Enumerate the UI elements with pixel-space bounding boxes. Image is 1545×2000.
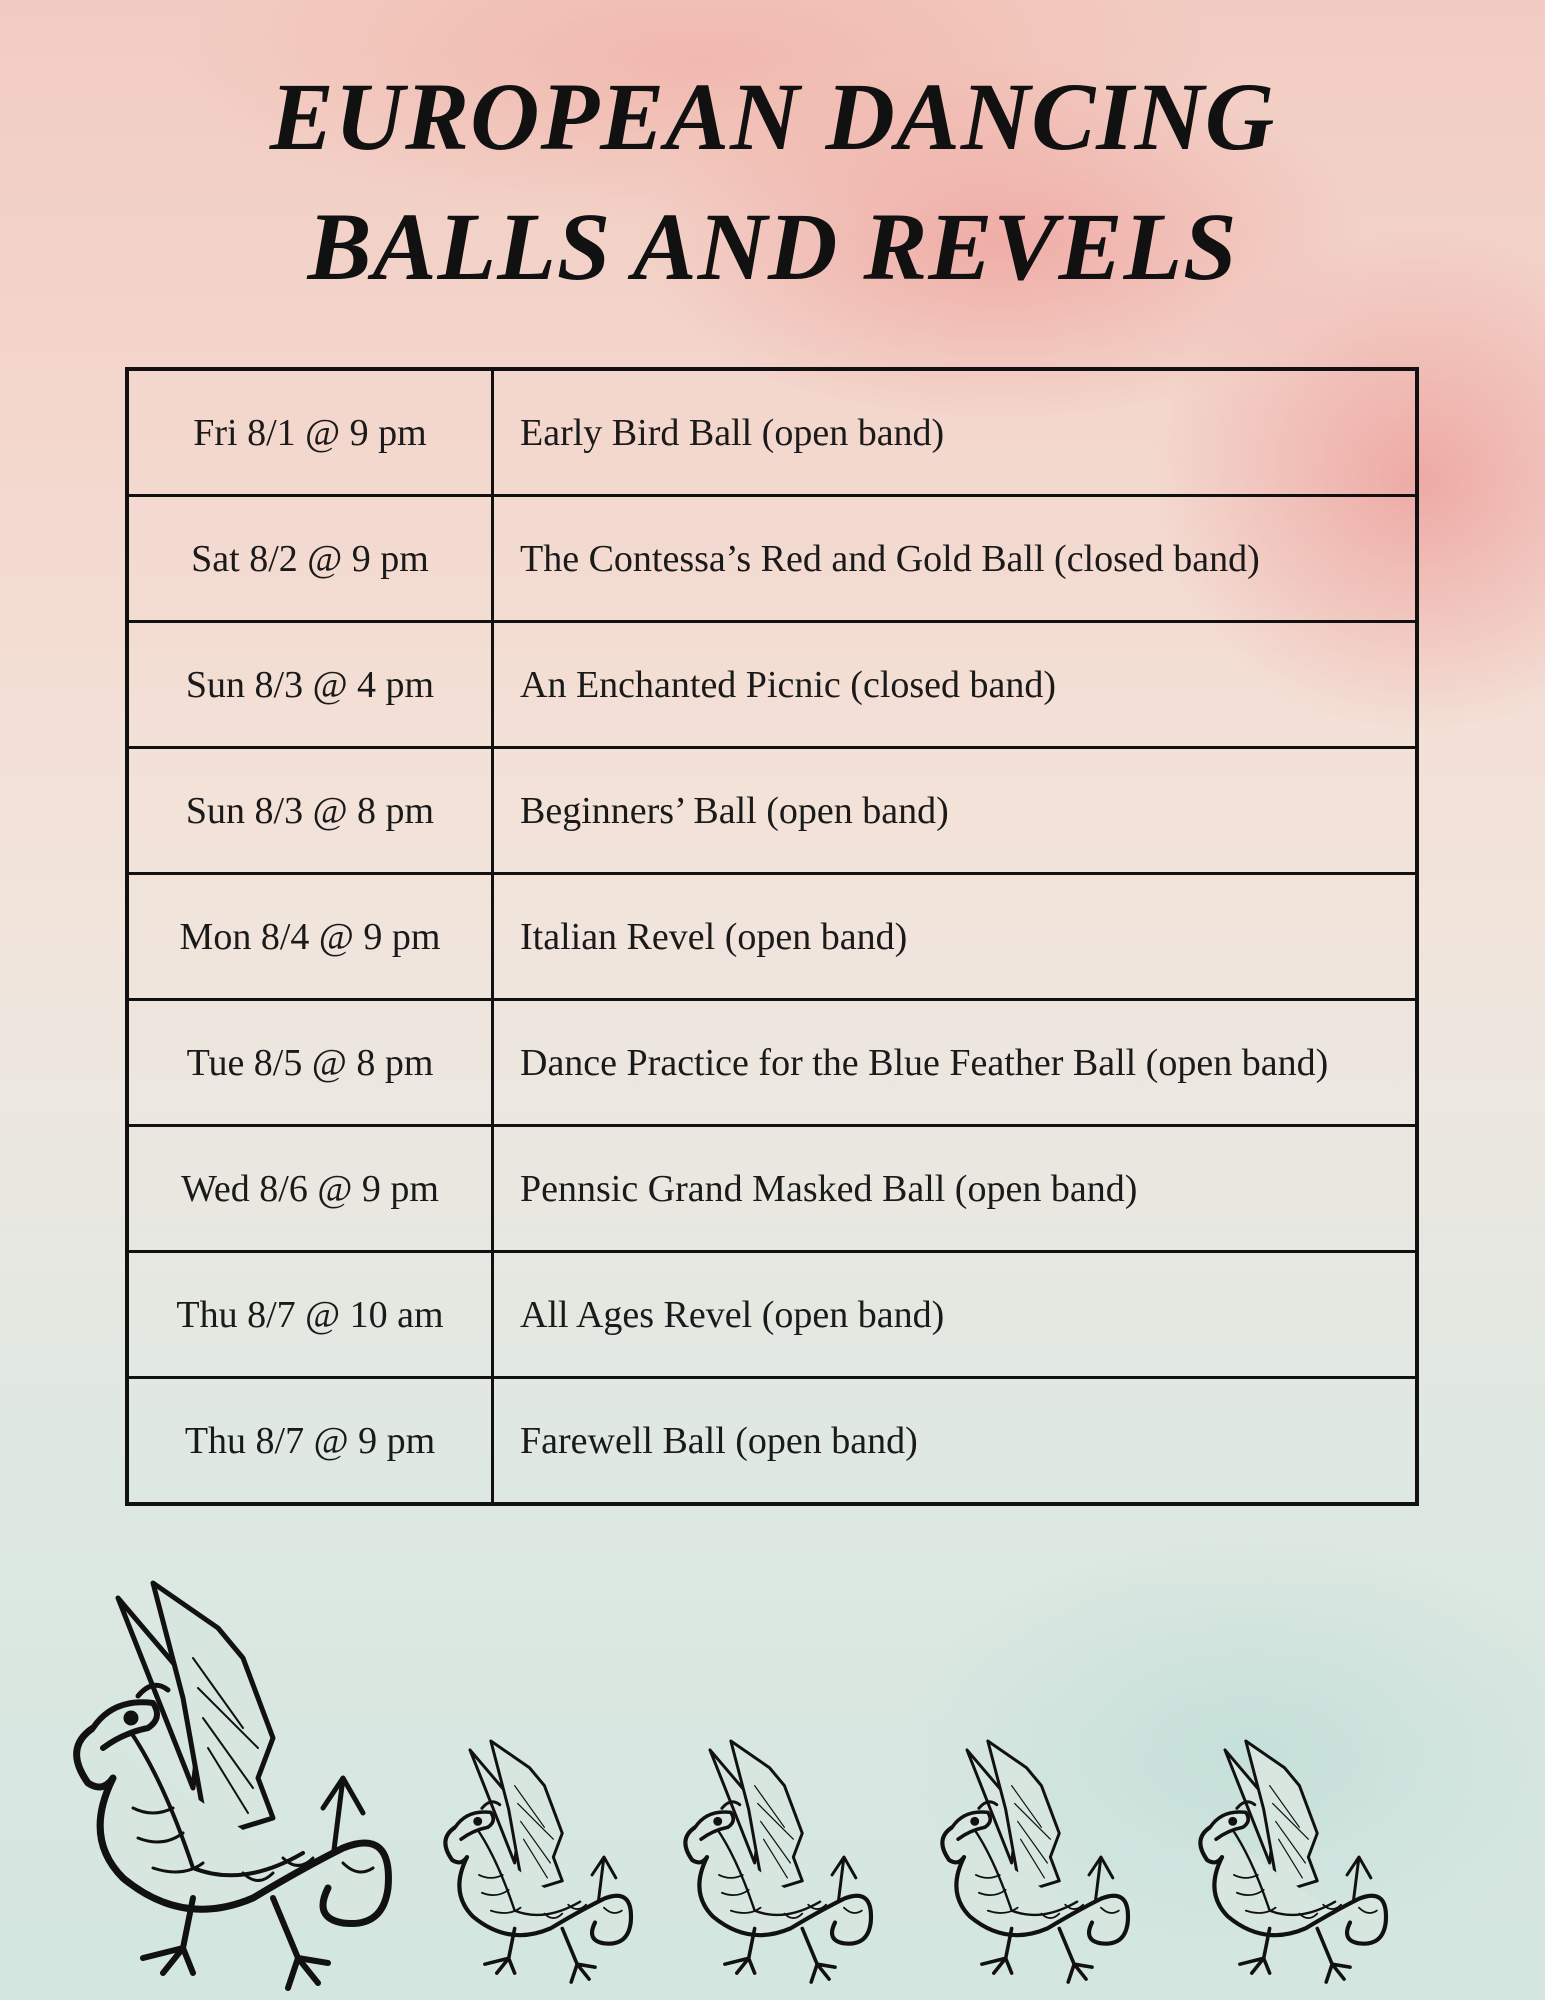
event-date: Fri 8/1 @ 9 pm [127, 369, 493, 496]
event-date: Sat 8/2 @ 9 pm [127, 496, 493, 622]
event-name: Dance Practice for the Blue Feather Ball (open band) [493, 1000, 1418, 1126]
event-date: Thu 8/7 @ 10 am [127, 1252, 493, 1378]
dragon-icon [660, 1738, 885, 1988]
title-line-1: EUROPEAN DANCING [269, 63, 1276, 170]
schedule-table [125, 367, 1419, 1506]
table-row [127, 874, 1417, 1000]
table-row [127, 1126, 1417, 1252]
table-row [127, 1252, 1417, 1378]
event-date: Mon 8/4 @ 9 pm [127, 874, 493, 1000]
event-name: All Ages Revel (open band) [493, 1252, 1418, 1378]
table-row [127, 369, 1417, 496]
event-date: Sun 8/3 @ 4 pm [127, 622, 493, 748]
table-row [127, 496, 1417, 622]
event-date: Wed 8/6 @ 9 pm [127, 1126, 493, 1252]
table-row [127, 1378, 1417, 1505]
event-name: Beginners’ Ball (open band) [493, 748, 1418, 874]
dragon-icon-large [38, 1578, 408, 1998]
table-row [127, 1000, 1417, 1126]
page-title [0, 52, 1545, 312]
event-name: Pennsic Grand Masked Ball (open band) [493, 1126, 1418, 1252]
dragon-icon [420, 1738, 645, 1988]
table-row [127, 748, 1417, 874]
event-name: Early Bird Ball (open band) [493, 369, 1418, 496]
table-row [127, 622, 1417, 748]
event-name: Italian Revel (open band) [493, 874, 1418, 1000]
event-name: An Enchanted Picnic (closed band) [493, 622, 1418, 748]
title-line-2: BALLS AND REVELS [307, 193, 1238, 300]
event-name: The Contessa’s Red and Gold Ball (closed band) [493, 496, 1418, 622]
dragon-icon [1175, 1738, 1400, 1988]
event-date: Tue 8/5 @ 8 pm [127, 1000, 493, 1126]
dragon-icon [917, 1738, 1142, 1988]
event-date: Thu 8/7 @ 9 pm [127, 1378, 493, 1505]
event-name: Farewell Ball (open band) [493, 1378, 1418, 1505]
event-date: Sun 8/3 @ 8 pm [127, 748, 493, 874]
